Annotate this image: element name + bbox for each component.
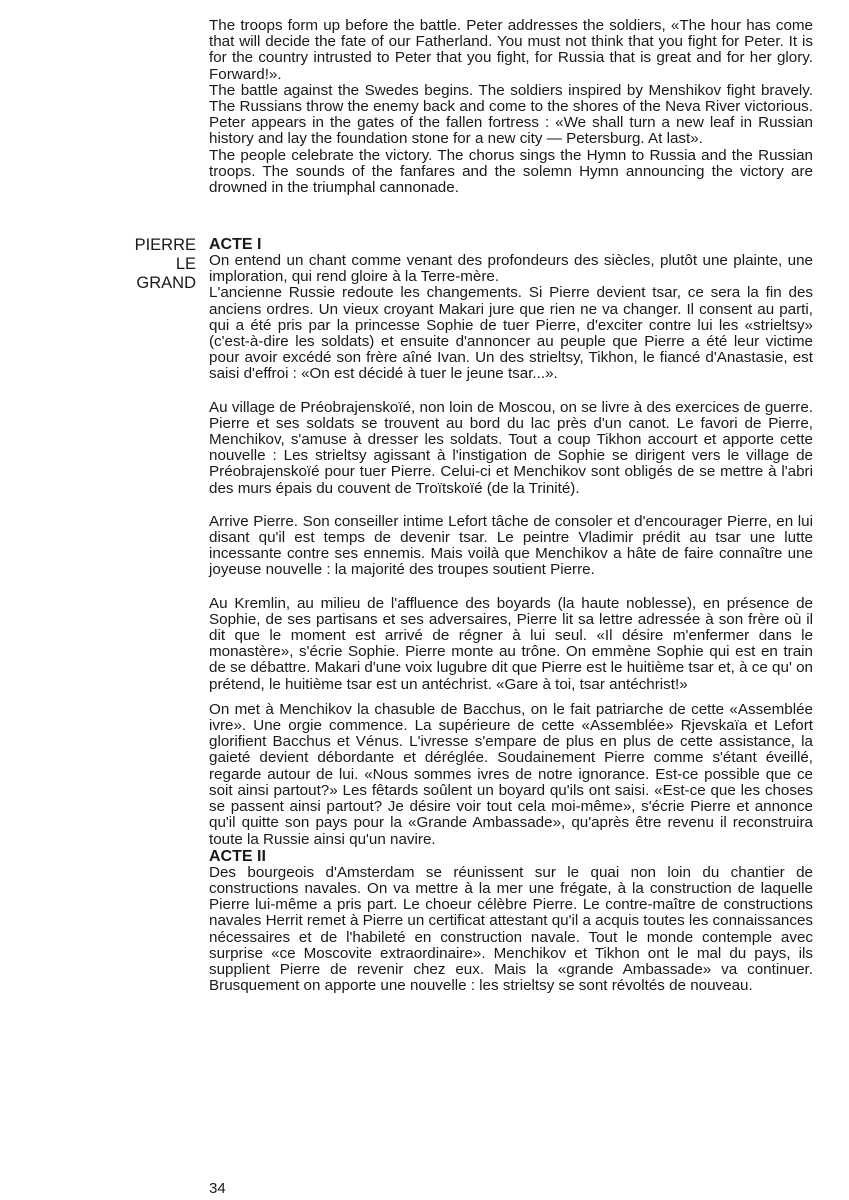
opera-title-line: GRAND [136,274,196,292]
act-1-paragraph: Arrive Pierre. Son conseiller intime Lefort tâche de consoler et d'encourager Pierre, en lui disant qu'il est temps de devenir tsar. Le peintre Vladimir prédit au tsar une lutte incessante contre ses ennemis. Mais voilà que Menchikov a hâte de faire connaître une joyeuse nouvelle : la majorité des troupes soutient Pierre. [209,512,813,579]
act-2-paragraph: Des bourgeois d'Amsterdam se réunissent sur le quai non loin du chantier de constructions navales. On va mettre à la mer une frégate, à la construction de laquelle Pierre lui-même a pris part. Le choeur célèbre Pierre. Le contre-maître de constructions navales Herrit remet à Pierre un certificat attestant qu'il a acquis toutes les connaissances nécessaires et de l'habileté en construction navale. Tout le monde contemple avec surprise «ce Moscovite extraordinaire». Menchikov et Tikhon ont le mal du pays, ils supplient Pierre de revenir chez eux. Mais la «grande Ambassade» va continuer. Brusquement on apporte une nouvelle : les strieltsy se sont révoltés de nouveau. [209,863,813,995]
french-synopsis [209,236,813,994]
english-paragraph: The troops form up before the battle. Peter addresses the soldiers, «The hour has come that will decide the fate of our Fatherland. You must not think that you fight for Peter. It is for the country intrusted to Peter that you fight, for Russia that is great and for her glory. Forward!». [209,17,813,83]
english-synopsis [209,18,813,196]
act-1-heading: ACTE I [209,236,262,253]
act-1-paragraph: On met à Menchikov la chasuble de Bacchus, on le fait patriarche de cette «Assemblée ivre». Une orgie commence. La supérieure de cette «Assemblée» Rjevskaïa et Lefort glorifient Bacchus et Vénus. L'ivresse s'empare de plus en plus de cette assistance, la gaieté devient débordante et déréglée. Soudainement Pierre comme s'étant éveillé, regarde autour de lui. «Nous sommes ivres de notre ignorance. Est-ce possible que ce soit ainsi partout?» Les fêtards soûlent un boyard qu'ils ont saisi. «Est-ce que les choses se passent ainsi partout? Je désire voir tout cela moi-même», s'écrie Pierre et annonce qu'il quitte son pays pour la «Grande Ambassade», qu'après être revenu il reconstruira toute la Russie ainsi qu'un navire. [209,700,813,848]
opera-title-line: LE [175,255,196,273]
english-paragraph: The people celebrate the victory. The chorus sings the Hymn to Russia and the Russian troops. The sounds of the fanfares and the solemn Hymn announcing the victory are drowned in the triumphal cannonade. [209,146,813,197]
opera-title [130,236,196,293]
page-number: 34 [209,1180,226,1197]
act-1-paragraph: Au Kremlin, au milieu de l'affluence des boyards (la haute noblesse), en présence de Sophie, de ses partisans et ses adversaires, Pierre lit sa lettre adressée à son frère où il dit que le moment est arrivé de régner à lui seul. «Il désire m'enfermer dans le monastère», s'écrie Sophie. Pierre monte au trône. On emmène Sophie qui est en train de se débattre. Makari d'une voix lugubre dit que Pierre est le huitième tsar et, à ce qu' on prétend, le huitième tsar est un antéchrist. «Gare à toi, tsar antéchrist!» [209,594,813,693]
act-1-paragraph: On entend un chant comme venant des profondeurs des siècles, plutôt une plainte, une imploration, qui rend gloire à la Terre-mère. [209,252,813,286]
act-2-heading: ACTE II [209,847,266,865]
english-paragraph: The battle against the Swedes begins. The soldiers inspired by Menshikov fight bravely. The Russians throw the enemy back and come to the shores of the Neva River victorious. Peter appears in the gates of the fallen fortress : «We shall turn a new leaf in Russian history and lay the foundation stone for a new city — Petersburg. At last». [209,81,813,148]
act-1-paragraph: Au village de Préobrajenskoïé, non loin de Moscou, on se livre à des exercices de guerre. Pierre et ses soldats se trouvent au bord du lac près d'un canot. Le favori de Pierre, Menchikov, s'amuse à dresser les soldats. Tout a coup Tikhon accourt et apporte cette nouvelle : Les strieltsy agissant à l'instigation de Sophie se dirigent vers le village de Préobrajenskoïé pour tuer Pierre. Celui-ci et Menchikov sont obligés de se mettre à l'abri des murs épais du couvent de Troïtskoïé (de la Trinité). [209,398,813,497]
opera-title-line: PIERRE [134,236,196,254]
act-1-paragraph: L'ancienne Russie redoute les changements. Si Pierre devient tsar, ce sera la fin des anciens ordres. Un vieux croyant Makari jure que rien ne va changer. Il consent au parti, qui a été pris par la princesse Sophie de tuer Pierre, d'exciter contre lui les «strieltsy» (c'est-à-dire les soldats) et ensuite d'annoncer au peuple que Pierre a été leur victime pour avoir excédé son frère aîné Ivan. Un des strieltsy, Tikhon, le fiancé d'Anastasie, est saisi d'effroi : «On est décidé à tuer le jeune tsar...». [209,284,813,383]
